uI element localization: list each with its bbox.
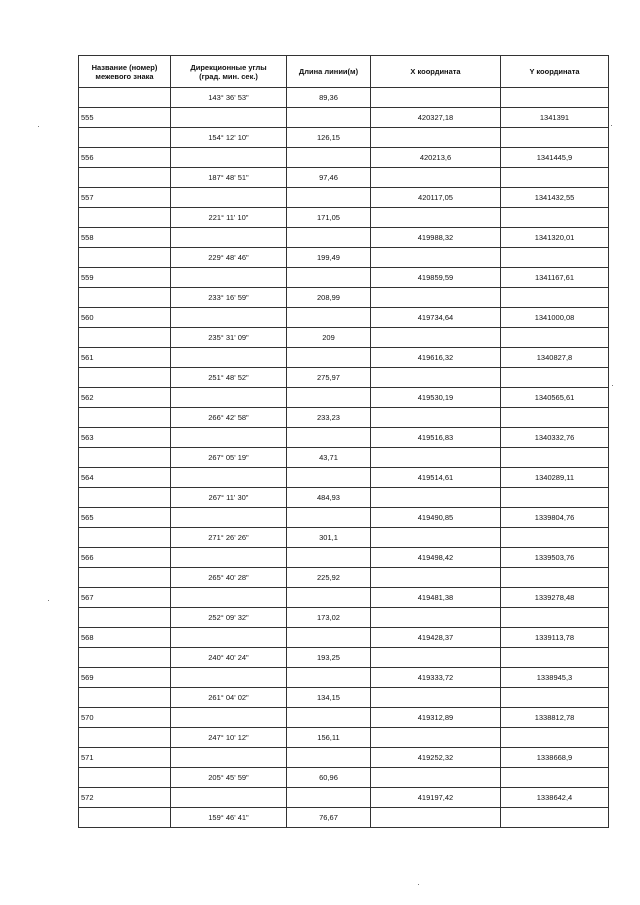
x-cell — [371, 288, 501, 308]
length-cell: 173,02 — [287, 608, 371, 628]
segment-row — [79, 688, 609, 708]
header-row — [79, 56, 609, 88]
point-row — [79, 388, 609, 408]
angle-cell — [171, 748, 287, 768]
length-cell: 275,97 — [287, 368, 371, 388]
mark-cell: 562 — [79, 388, 171, 408]
segment-row — [79, 208, 609, 228]
x-cell: 420327,18 — [371, 108, 501, 128]
angle-cell: 267° 11' 30" — [171, 488, 287, 508]
angle-cell — [171, 588, 287, 608]
angle-cell — [171, 228, 287, 248]
angle-cell: 252° 09' 32" — [171, 608, 287, 628]
length-cell — [287, 108, 371, 128]
mark-cell — [79, 728, 171, 748]
x-cell — [371, 608, 501, 628]
header-direction-angle — [171, 56, 287, 88]
length-cell: 199,49 — [287, 248, 371, 268]
y-cell — [501, 728, 609, 748]
header-y-coordinate: Y координата — [501, 56, 609, 88]
angle-cell: 266° 42' 58" — [171, 408, 287, 428]
x-cell: 419252,32 — [371, 748, 501, 768]
angle-cell — [171, 708, 287, 728]
x-cell: 419481,38 — [371, 588, 501, 608]
x-cell — [371, 688, 501, 708]
header-mark-name: Название (номер) межевого знака — [79, 56, 171, 88]
point-row — [79, 548, 609, 568]
angle-cell — [171, 468, 287, 488]
mark-cell: 555 — [79, 108, 171, 128]
mark-cell: 566 — [79, 548, 171, 568]
angle-cell — [171, 348, 287, 368]
y-cell — [501, 168, 609, 188]
angle-cell: 271° 26' 26" — [171, 528, 287, 548]
x-cell: 420117,05 — [371, 188, 501, 208]
y-cell — [501, 248, 609, 268]
x-cell: 419530,19 — [371, 388, 501, 408]
length-cell — [287, 668, 371, 688]
y-cell: 1341320,01 — [501, 228, 609, 248]
point-row — [79, 268, 609, 288]
mark-cell — [79, 368, 171, 388]
angle-cell — [171, 108, 287, 128]
point-row — [79, 588, 609, 608]
angle-cell — [171, 388, 287, 408]
length-cell — [287, 348, 371, 368]
length-cell — [287, 788, 371, 808]
mark-cell — [79, 408, 171, 428]
segment-row — [79, 528, 609, 548]
point-row — [79, 428, 609, 448]
x-cell: 419428,37 — [371, 628, 501, 648]
length-cell: 484,93 — [287, 488, 371, 508]
length-cell — [287, 548, 371, 568]
mark-cell: 561 — [79, 348, 171, 368]
y-cell: 1341000,08 — [501, 308, 609, 328]
angle-cell: 154° 12' 10" — [171, 128, 287, 148]
length-cell — [287, 308, 371, 328]
y-cell — [501, 88, 609, 108]
y-cell: 1341391 — [501, 108, 609, 128]
length-cell: 301,1 — [287, 528, 371, 548]
length-cell — [287, 268, 371, 288]
angle-cell — [171, 548, 287, 568]
mark-cell — [79, 528, 171, 548]
scan-speck — [38, 126, 39, 127]
mark-cell: 567 — [79, 588, 171, 608]
x-cell: 419616,32 — [371, 348, 501, 368]
mark-cell — [79, 128, 171, 148]
x-cell — [371, 248, 501, 268]
point-row — [79, 788, 609, 808]
mark-cell: 568 — [79, 628, 171, 648]
x-cell — [371, 328, 501, 348]
length-cell — [287, 188, 371, 208]
segment-row — [79, 328, 609, 348]
angle-cell — [171, 308, 287, 328]
mark-cell — [79, 288, 171, 308]
y-cell — [501, 768, 609, 788]
point-row — [79, 468, 609, 488]
x-cell — [371, 488, 501, 508]
scan-speck — [48, 600, 49, 601]
mark-cell: 560 — [79, 308, 171, 328]
y-cell — [501, 608, 609, 628]
angle-cell: 247° 10' 12" — [171, 728, 287, 748]
length-cell: 134,15 — [287, 688, 371, 708]
angle-cell: 265° 40' 28" — [171, 568, 287, 588]
x-cell — [371, 208, 501, 228]
y-cell — [501, 488, 609, 508]
x-cell — [371, 368, 501, 388]
point-row — [79, 108, 609, 128]
x-cell: 419514,61 — [371, 468, 501, 488]
x-cell — [371, 528, 501, 548]
point-row — [79, 148, 609, 168]
length-cell: 171,05 — [287, 208, 371, 228]
y-cell — [501, 408, 609, 428]
mark-cell — [79, 688, 171, 708]
x-cell — [371, 728, 501, 748]
length-cell: 97,46 — [287, 168, 371, 188]
y-cell — [501, 128, 609, 148]
scan-speck — [418, 884, 419, 885]
angle-cell — [171, 668, 287, 688]
y-cell — [501, 288, 609, 308]
length-cell — [287, 428, 371, 448]
angle-cell — [171, 508, 287, 528]
segment-row — [79, 808, 609, 828]
point-row — [79, 348, 609, 368]
y-cell: 1339278,48 — [501, 588, 609, 608]
x-cell — [371, 648, 501, 668]
x-cell: 419333,72 — [371, 668, 501, 688]
y-cell: 1340827,8 — [501, 348, 609, 368]
y-cell — [501, 328, 609, 348]
header-x-coordinate: X координата — [371, 56, 501, 88]
mark-cell — [79, 168, 171, 188]
y-cell: 1341445,9 — [501, 148, 609, 168]
mark-cell — [79, 608, 171, 628]
angle-cell: 187° 48' 51" — [171, 168, 287, 188]
segment-row — [79, 568, 609, 588]
header-angle-line1: Дирекционные углы — [190, 62, 267, 72]
y-cell: 1340289,11 — [501, 468, 609, 488]
mark-cell: 557 — [79, 188, 171, 208]
angle-cell — [171, 428, 287, 448]
mark-cell — [79, 448, 171, 468]
mark-cell: 572 — [79, 788, 171, 808]
length-cell — [287, 508, 371, 528]
mark-cell — [79, 568, 171, 588]
x-cell: 419312,89 — [371, 708, 501, 728]
point-row — [79, 668, 609, 688]
x-cell — [371, 88, 501, 108]
y-cell — [501, 568, 609, 588]
mark-cell: 569 — [79, 668, 171, 688]
length-cell — [287, 748, 371, 768]
point-row — [79, 308, 609, 328]
angle-cell — [171, 788, 287, 808]
segment-row — [79, 768, 609, 788]
boundary-coordinates-sheet — [78, 55, 609, 828]
angle-cell: 159° 46' 41" — [171, 808, 287, 828]
x-cell: 419734,64 — [371, 308, 501, 328]
length-cell: 233,23 — [287, 408, 371, 428]
header-line-length: Длина линии(м) — [287, 56, 371, 88]
y-cell — [501, 648, 609, 668]
x-cell: 420213,6 — [371, 148, 501, 168]
angle-cell — [171, 148, 287, 168]
x-cell: 419498,42 — [371, 548, 501, 568]
y-cell — [501, 208, 609, 228]
x-cell — [371, 168, 501, 188]
segment-row — [79, 728, 609, 748]
mark-cell — [79, 488, 171, 508]
length-cell — [287, 148, 371, 168]
y-cell: 1338945,3 — [501, 668, 609, 688]
mark-cell: 570 — [79, 708, 171, 728]
mark-cell: 571 — [79, 748, 171, 768]
y-cell: 1338642,4 — [501, 788, 609, 808]
angle-cell: 235° 31' 09" — [171, 328, 287, 348]
angle-cell: 240° 40' 24" — [171, 648, 287, 668]
y-cell: 1341432,55 — [501, 188, 609, 208]
mark-cell: 563 — [79, 428, 171, 448]
mark-cell — [79, 328, 171, 348]
x-cell — [371, 768, 501, 788]
angle-cell — [171, 628, 287, 648]
angle-cell: 233° 16' 59" — [171, 288, 287, 308]
y-cell: 1340565,61 — [501, 388, 609, 408]
x-cell: 419988,32 — [371, 228, 501, 248]
boundary-table — [78, 55, 609, 828]
y-cell: 1339804,76 — [501, 508, 609, 528]
mark-cell — [79, 768, 171, 788]
mark-cell — [79, 248, 171, 268]
x-cell: 419516,83 — [371, 428, 501, 448]
mark-cell: 565 — [79, 508, 171, 528]
length-cell: 60,96 — [287, 768, 371, 788]
mark-cell: 556 — [79, 148, 171, 168]
y-cell — [501, 528, 609, 548]
length-cell: 43,71 — [287, 448, 371, 468]
segment-row — [79, 88, 609, 108]
x-cell: 419197,42 — [371, 788, 501, 808]
y-cell: 1339503,76 — [501, 548, 609, 568]
segment-row — [79, 168, 609, 188]
y-cell: 1340332,76 — [501, 428, 609, 448]
scan-speck — [612, 385, 613, 386]
x-cell: 419859,59 — [371, 268, 501, 288]
segment-row — [79, 248, 609, 268]
segment-row — [79, 448, 609, 468]
point-row — [79, 188, 609, 208]
segment-row — [79, 368, 609, 388]
length-cell: 193,25 — [287, 648, 371, 668]
scan-speck — [611, 125, 612, 126]
length-cell: 225,92 — [287, 568, 371, 588]
length-cell — [287, 708, 371, 728]
angle-cell — [171, 188, 287, 208]
point-row — [79, 628, 609, 648]
mark-cell — [79, 208, 171, 228]
x-cell — [371, 808, 501, 828]
length-cell: 209 — [287, 328, 371, 348]
y-cell — [501, 368, 609, 388]
segment-row — [79, 608, 609, 628]
y-cell: 1338812,78 — [501, 708, 609, 728]
mark-cell: 558 — [79, 228, 171, 248]
mark-cell — [79, 648, 171, 668]
length-cell — [287, 588, 371, 608]
x-cell — [371, 568, 501, 588]
segment-row — [79, 488, 609, 508]
mark-cell — [79, 88, 171, 108]
y-cell — [501, 808, 609, 828]
x-cell: 419490,85 — [371, 508, 501, 528]
x-cell — [371, 128, 501, 148]
angle-cell: 221° 11' 10" — [171, 208, 287, 228]
length-cell — [287, 228, 371, 248]
length-cell: 208,99 — [287, 288, 371, 308]
angle-cell: 229° 48' 46" — [171, 248, 287, 268]
segment-row — [79, 128, 609, 148]
length-cell: 76,67 — [287, 808, 371, 828]
segment-row — [79, 408, 609, 428]
length-cell: 156,11 — [287, 728, 371, 748]
length-cell — [287, 468, 371, 488]
y-cell — [501, 448, 609, 468]
angle-cell: 143° 36' 53" — [171, 88, 287, 108]
angle-cell: 267° 05' 19" — [171, 448, 287, 468]
segment-row — [79, 288, 609, 308]
mark-cell: 564 — [79, 468, 171, 488]
point-row — [79, 508, 609, 528]
mark-cell: 559 — [79, 268, 171, 288]
angle-cell: 205° 45' 59" — [171, 768, 287, 788]
point-row — [79, 748, 609, 768]
y-cell: 1338668,9 — [501, 748, 609, 768]
length-cell — [287, 388, 371, 408]
x-cell — [371, 448, 501, 468]
length-cell: 89,36 — [287, 88, 371, 108]
angle-cell: 261° 04' 02" — [171, 688, 287, 708]
angle-cell: 251° 48' 52" — [171, 368, 287, 388]
y-cell: 1339113,78 — [501, 628, 609, 648]
x-cell — [371, 408, 501, 428]
point-row — [79, 228, 609, 248]
angle-cell — [171, 268, 287, 288]
length-cell: 126,15 — [287, 128, 371, 148]
segment-row — [79, 648, 609, 668]
y-cell: 1341167,61 — [501, 268, 609, 288]
point-row — [79, 708, 609, 728]
length-cell — [287, 628, 371, 648]
header-angle-line2: (град. мин. сек.) — [199, 71, 258, 81]
mark-cell — [79, 808, 171, 828]
y-cell — [501, 688, 609, 708]
